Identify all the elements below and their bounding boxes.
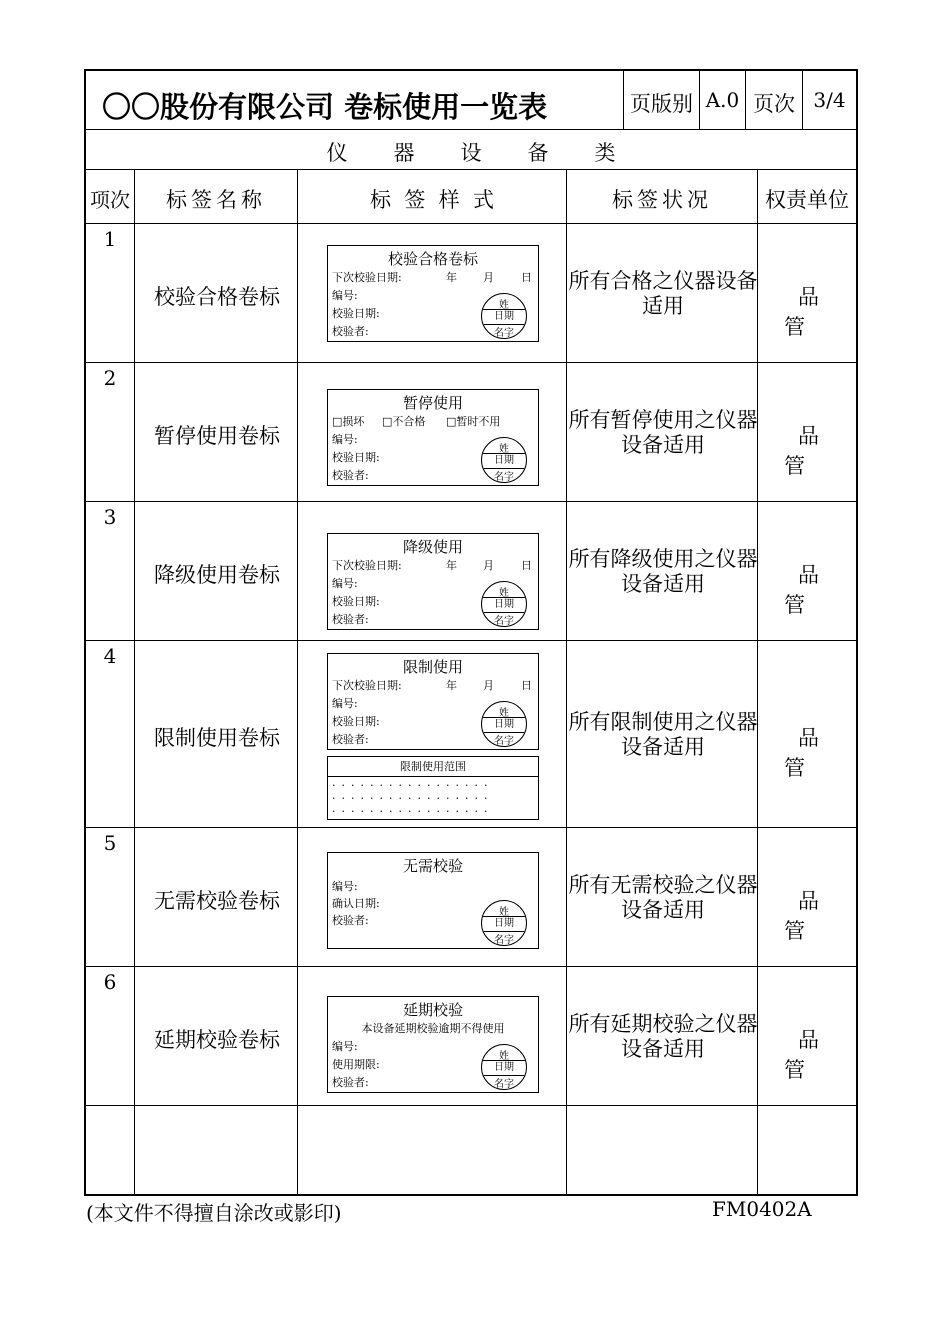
row-responsible-unit: 品管 bbox=[784, 889, 847, 943]
row-label-status: 所有降级使用之仪器设备适用 bbox=[568, 547, 758, 596]
row-number: 6 bbox=[103, 970, 117, 994]
label-sample-downgraded: 降级使用 下次校验日期: 年 月 日 编号: 校验日期: 校验者: 姓 日期 名字 bbox=[327, 533, 539, 630]
page-value: 3/4 bbox=[813, 88, 846, 112]
row-label-status: 所有无需校验之仪器设备适用 bbox=[568, 873, 758, 922]
label-sample-suspended: 暂停使用 □损坏 □不合格 □暂时不用 编号: 校验日期: 校验者: 姓 日期 名字 bbox=[327, 389, 539, 486]
inspector-stamp: 姓 日期 名字 bbox=[481, 1044, 527, 1090]
row-number: 4 bbox=[103, 644, 117, 668]
col-header-name: 标签名称 bbox=[166, 188, 266, 212]
restricted-range-box: 限制使用范围 ················· ················· ················· bbox=[327, 756, 539, 820]
footer-note: (本文件不得擅自涂改或影印) bbox=[86, 1201, 342, 1225]
row-label-name: 延期校验卷标 bbox=[154, 1028, 280, 1052]
document-title: 〇〇股份有限公司 卷标使用一览表 bbox=[102, 90, 548, 124]
row-responsible-unit: 品管 bbox=[784, 563, 847, 617]
label-sample-deferred-calibration: 延期校验 本设备延期校验逾期不得使用 编号: 使用期限: 校验者: 姓 日期 名字 bbox=[327, 996, 539, 1093]
inspector-stamp: 姓 日期 名字 bbox=[481, 581, 527, 627]
row-number: 1 bbox=[103, 227, 117, 251]
row-label-status: 所有延期校验之仪器设备适用 bbox=[568, 1012, 758, 1061]
row-label-name: 无需校验卷标 bbox=[154, 889, 280, 913]
category-heading: 仪 器 设 备 类 bbox=[326, 141, 616, 165]
edition-label: 页版别 bbox=[630, 92, 693, 116]
inspector-stamp: 姓 日期 名字 bbox=[481, 437, 527, 483]
row-responsible-unit: 品管 bbox=[784, 726, 847, 780]
row-responsible-unit: 品管 bbox=[784, 424, 847, 478]
row-label-name: 校验合格卷标 bbox=[154, 285, 280, 309]
row-label-status: 所有暂停使用之仪器设备适用 bbox=[568, 408, 758, 457]
form-code: FM0402A bbox=[712, 1197, 812, 1221]
col-header-status: 标签状况 bbox=[612, 188, 712, 212]
label-sample-no-calibration: 无需校验 编号: 确认日期: 校验者: 姓 日期 名字 bbox=[327, 852, 539, 949]
row-label-name: 暂停使用卷标 bbox=[154, 424, 280, 448]
inspector-stamp: 姓 日期 名字 bbox=[481, 701, 527, 747]
row-number: 2 bbox=[103, 366, 117, 390]
row-number: 5 bbox=[103, 831, 117, 855]
label-sample-calibration-pass: 校验合格卷标 下次校验日期: 年 月 日 编号: 校验日期: 校验者: 姓 日期 名字 bbox=[327, 245, 539, 342]
row-label-name: 降级使用卷标 bbox=[154, 563, 280, 587]
row-label-status: 所有限制使用之仪器设备适用 bbox=[568, 710, 758, 759]
col-header-item: 项次 bbox=[90, 188, 130, 212]
row-responsible-unit: 品管 bbox=[784, 285, 847, 339]
row-label-name: 限制使用卷标 bbox=[154, 726, 280, 750]
row-label-status: 所有合格之仪器设备适用 bbox=[568, 269, 758, 318]
edition-value: A.0 bbox=[705, 88, 740, 112]
col-header-style: 标 签 样 式 bbox=[369, 188, 495, 212]
label-usage-table bbox=[84, 69, 858, 1196]
row-number: 3 bbox=[103, 505, 117, 529]
row-responsible-unit: 品管 bbox=[784, 1028, 847, 1082]
inspector-stamp: 姓 日期 名字 bbox=[481, 900, 527, 946]
label-sample-restricted: 限制使用 下次校验日期: 年 月 日 编号: 校验日期: 校验者: 姓 日期 名字 bbox=[327, 653, 539, 750]
page-label: 页次 bbox=[753, 92, 795, 116]
col-header-unit: 权责单位 bbox=[765, 188, 849, 212]
inspector-stamp: 姓 日期 名字 bbox=[481, 293, 527, 339]
